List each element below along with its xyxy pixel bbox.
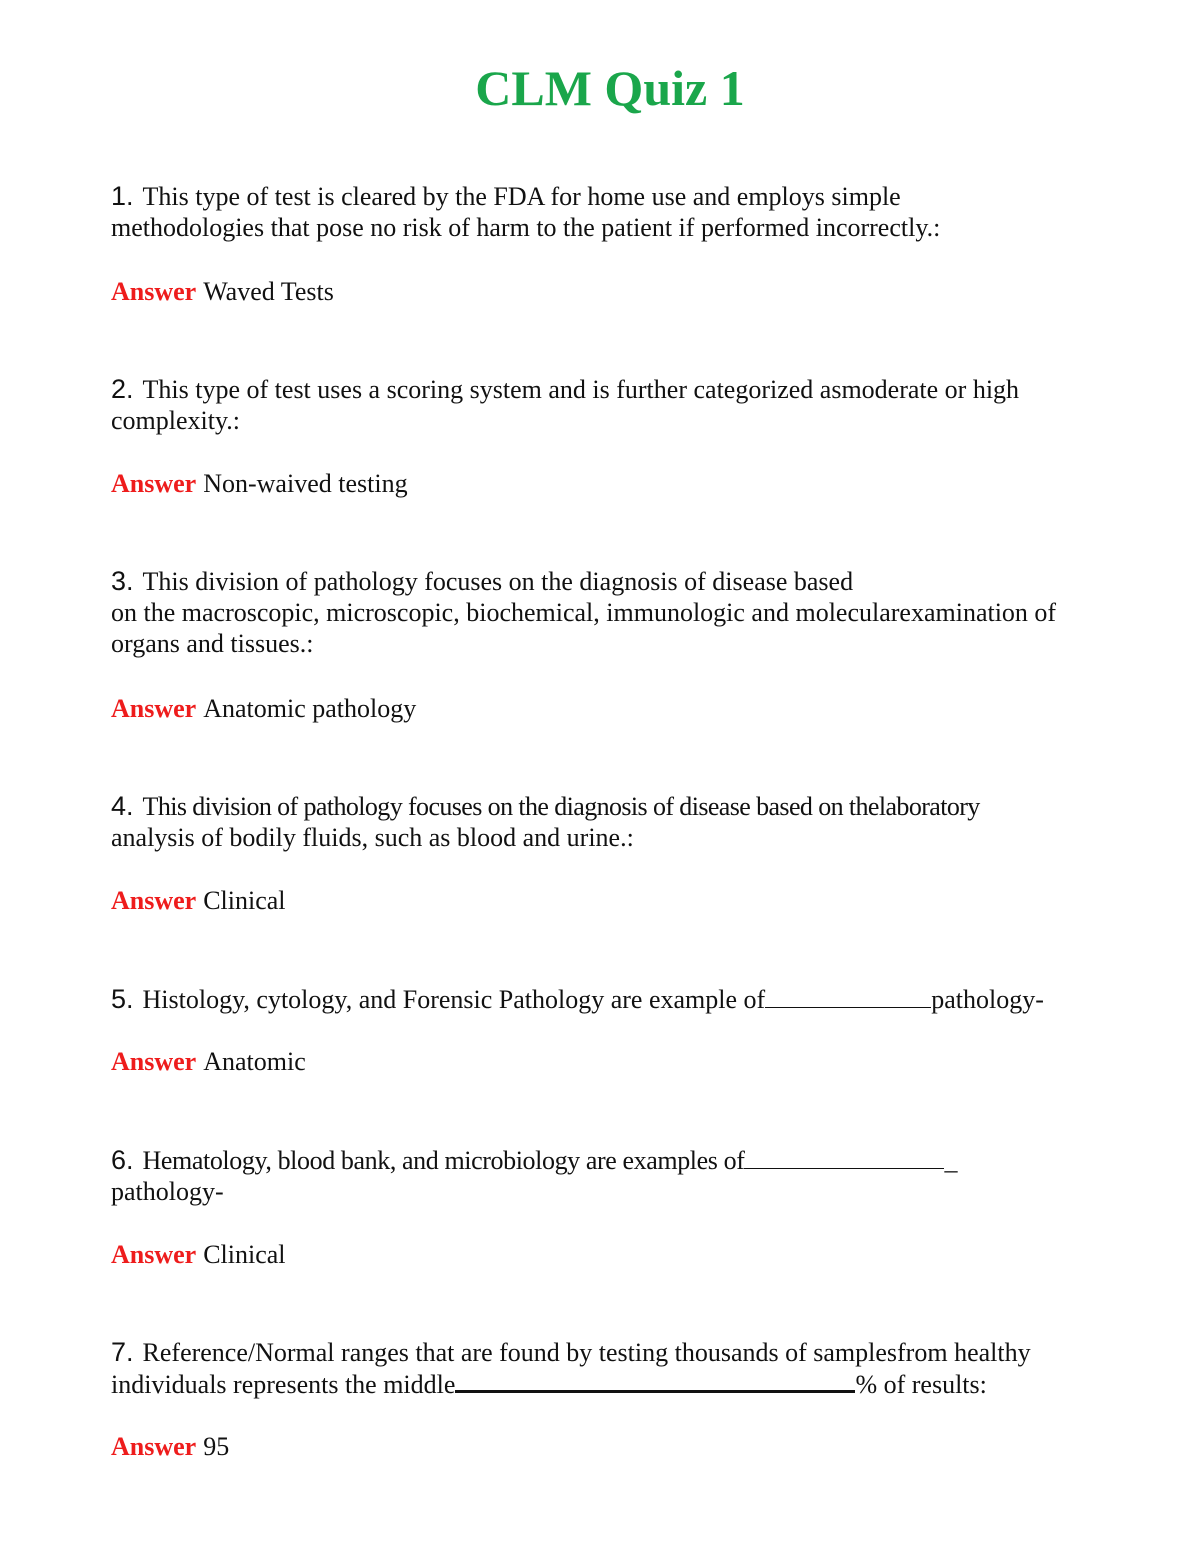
answer-value: Anatomic [203,1047,306,1076]
answer-6 [111,1239,286,1270]
question-text-after: pathology- [931,985,1044,1014]
fill-in-blank [765,985,931,1008]
answer-value: Non-waived testing [203,469,408,498]
question-number: 6. [111,1145,134,1175]
question-4 [111,791,1111,853]
question-number: 1. [111,181,134,211]
question-text-after: _ [944,1146,958,1175]
question-number: 4. [111,791,134,821]
answer-5 [111,1046,306,1077]
question-text-after: % of results: [855,1370,987,1399]
fill-in-blank [744,1146,944,1169]
question-3 [111,566,1121,659]
question-text: complexity.: [111,406,241,435]
question-text: This division of pathology focuses on the diagnosis of disease based [142,567,854,596]
answer-7 [111,1431,229,1462]
question-7 [111,1337,1111,1400]
answer-value: Clinical [203,1240,286,1269]
question-1 [111,181,1111,243]
question-text: on the macroscopic, microscopic, biochemical, immunologic and molecularexamination of [111,598,1057,627]
fill-in-blank [455,1368,855,1393]
answer-value: Clinical [203,886,286,915]
answer-label: Answer [111,1047,197,1076]
answer-1 [111,276,334,307]
question-text: Reference/Normal ranges that are found by testing thousands of samplesfrom healthy [142,1338,1031,1367]
answer-label: Answer [111,1240,197,1269]
answer-label: Answer [111,1432,197,1461]
answer-4 [111,885,286,916]
question-text: This type of test is cleared by the FDA for home use and employs simple [142,182,901,211]
page-title: CLM Quiz 1 [475,60,745,116]
answer-value: Waved Tests [203,277,334,306]
question-text: methodologies that pose no risk of harm to the patient if performed incorrectly.: [111,213,941,242]
question-number: 3. [111,566,134,596]
answer-label: Answer [111,277,197,306]
question-5 [111,984,1131,1015]
answer-2 [111,468,408,499]
question-text: individuals represents the middle [111,1370,456,1399]
answer-value: 95 [203,1432,230,1461]
question-text: pathology- [111,1177,224,1206]
question-text: Histology, cytology, and Forensic Pathology are example of [142,985,766,1014]
question-number: 7. [111,1337,134,1367]
question-6 [111,1145,1131,1207]
question-2 [111,374,1111,436]
question-text: This type of test uses a scoring system and is further categorized asmoderate or high [142,375,1020,404]
answer-label: Answer [111,694,197,723]
answer-label: Answer [111,469,197,498]
question-text: Hematology, blood bank, and microbiology are examples of [142,1146,745,1175]
answer-value: Anatomic pathology [203,694,417,723]
question-text: analysis of bodily fluids, such as blood and urine.: [111,823,634,852]
answer-label: Answer [111,886,197,915]
answer-3 [111,693,416,724]
question-number: 2. [111,374,134,404]
question-number: 5. [111,984,134,1014]
question-text: organs and tissues.: [111,629,314,658]
question-text: This division of pathology focuses on the diagnosis of disease based on thelaboratory [142,792,980,821]
